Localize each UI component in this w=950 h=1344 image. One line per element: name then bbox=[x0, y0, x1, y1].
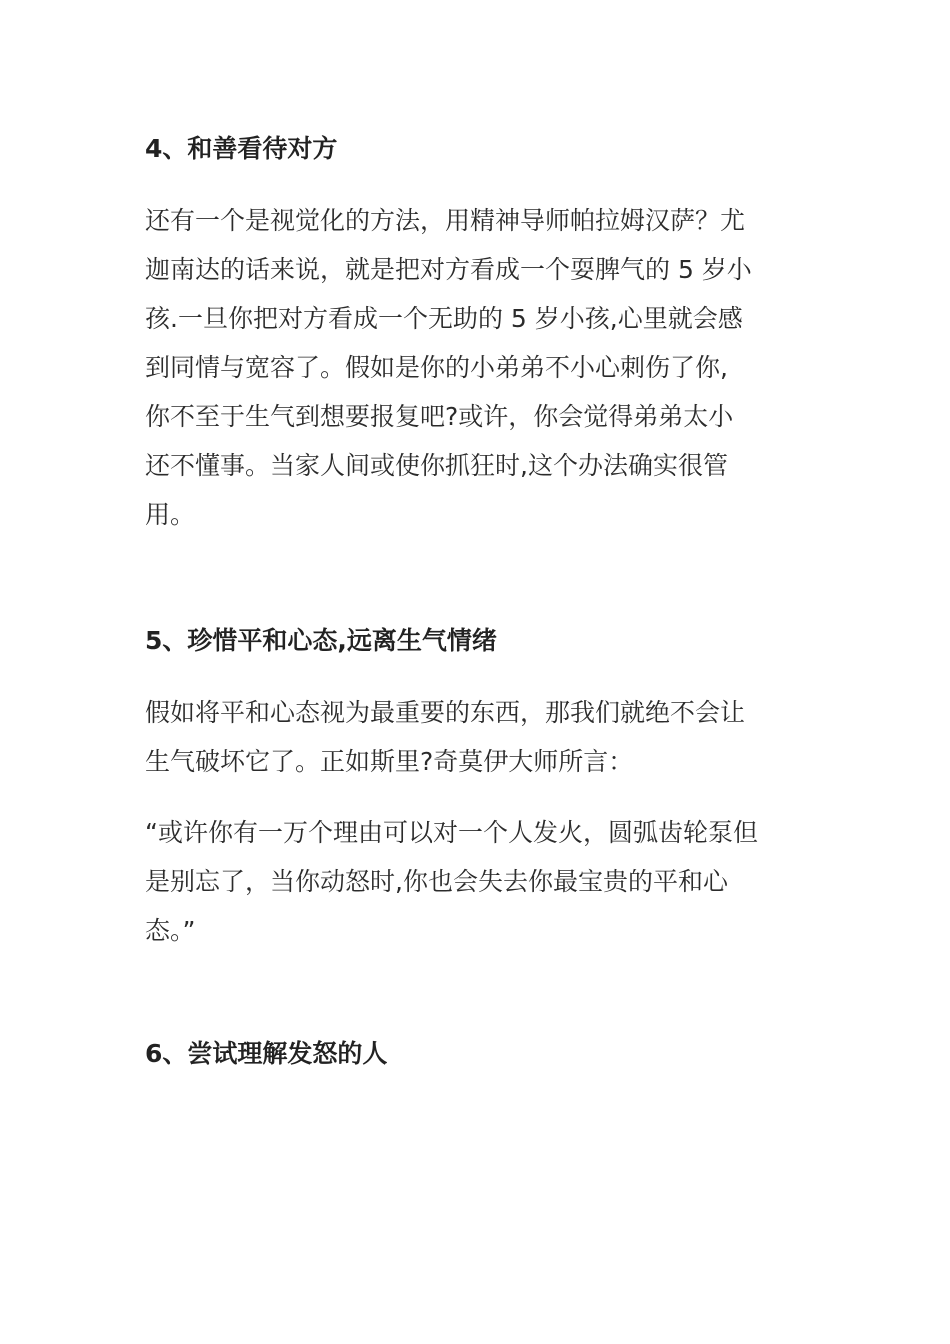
section-5-paragraph-1 bbox=[145, 688, 807, 786]
section-5-heading: 5、珍惜平和心态,远离生气情绪 bbox=[145, 626, 497, 655]
paragraph-line: 是别忘了，当你动怒时,你也会失去你最宝贵的平和心 bbox=[145, 867, 728, 896]
section-5-quote bbox=[145, 808, 807, 955]
section-6-heading: 6、尝试理解发怒的人 bbox=[145, 1039, 388, 1068]
paragraph-line: 还有一个是视觉化的方法，用精神导师帕拉姆汉萨？尤 bbox=[145, 206, 746, 235]
paragraph-line: 还不懂事。当家人间或使你抓狂时,这个办法确实很管 bbox=[145, 451, 728, 480]
paragraph-line: 你不至于生气到想要报复吧?或许，你会觉得弟弟太小 bbox=[145, 402, 734, 431]
paragraph-line: 生气破坏它了。正如斯里?奇莫伊大师所言： bbox=[145, 747, 634, 776]
paragraph-line: 用。 bbox=[145, 500, 196, 529]
paragraph-line: 孩.一旦你把对方看成一个无助的 5 岁小孩,心里就会感 bbox=[145, 304, 743, 333]
paragraph-line: 假如将平和心态视为最重要的东西，那我们就绝不会让 bbox=[145, 698, 746, 727]
paragraph-line: 到同情与宽容了。假如是你的小弟弟不小心刺伤了你, bbox=[145, 353, 728, 382]
paragraph-line: “或许你有一万个理由可以对一个人发火，圆弧齿轮泵但 bbox=[145, 818, 758, 847]
paragraph-line: 态。” bbox=[145, 916, 196, 945]
paragraph-line: 迦南达的话来说，就是把对方看成一个耍脾气的 5 岁小 bbox=[145, 255, 752, 284]
section-4-heading: 4、和善看待对方 bbox=[145, 134, 338, 163]
section-4-paragraph bbox=[145, 196, 807, 539]
